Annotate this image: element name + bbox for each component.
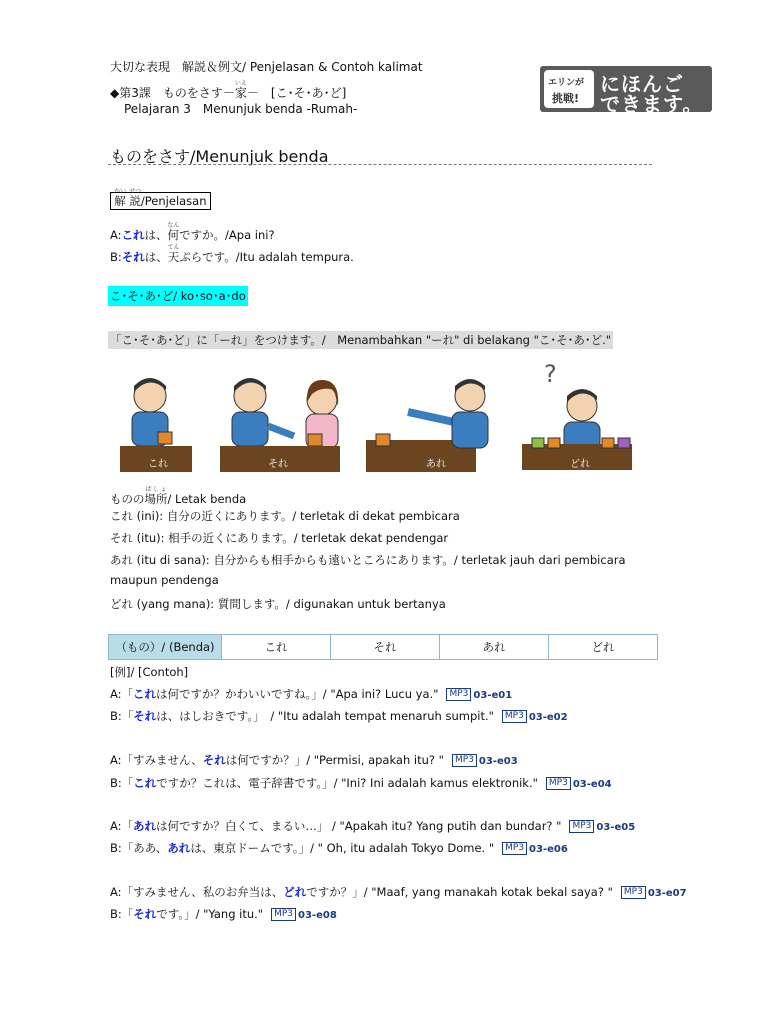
- mp3-button[interactable]: MP3: [621, 886, 646, 899]
- mp3-button[interactable]: MP3: [271, 908, 296, 921]
- location-sore: それ (itu): 相手の近くにあります。/ terletak dekat pendengar: [110, 531, 449, 545]
- table-cell-kore: これ: [222, 635, 331, 660]
- kosoado-highlight: こ･そ･あ･ど/ ko･so･a･do: [108, 288, 248, 304]
- example-2: B:「それは、はしおきです。」 / "Itu adalah tempat menaruh sumpit." MP3 03-e02: [110, 709, 568, 723]
- example-8: B:「それです。」/ "Yang itu." MP3 03-e08: [110, 907, 337, 921]
- kosoado-bracket: － [こ･そ･あ･ど]: [246, 86, 347, 100]
- example-6: B:「ああ、あれは、東京ドームです。」/ " Oh, itu adalah Tokyo Dome. " MP3 03-e06: [110, 841, 568, 855]
- table-cell-are: あれ: [440, 635, 549, 660]
- location-dore: どれ (yang mana): 質問します。/ digunakan untuk bertanya: [110, 597, 446, 611]
- logo-badge: [544, 70, 594, 108]
- kosoado-table: [108, 634, 658, 660]
- location-are-cont: maupun pendenga: [110, 573, 219, 587]
- scene-label-dore: どれ: [570, 459, 590, 470]
- mp3-button[interactable]: MP3: [546, 777, 571, 790]
- mp3-button[interactable]: MP3: [452, 754, 477, 767]
- badge-bottom-text: 挑戦!: [552, 92, 580, 105]
- table-cell-sore: それ: [331, 635, 440, 660]
- location-kore: これ (ini): 自分の近くにあります。/ terletak di dekat pembicara: [110, 509, 460, 523]
- location-are: あれ (itu di sana): 自分からも相手からも遠いところにあります。/ terletak jauh dari pembicara: [110, 553, 626, 567]
- contoh-label: [例]/ [Contoh]: [110, 665, 189, 679]
- example-b-line: B:それは、天てんぷらです。/Itu adalah tempura.: [110, 244, 354, 264]
- example-4: B:「これですか？これは、電子辞書です。」/ "Ini? Ini adalah kamus elektronik." MP3 03-e04: [110, 776, 612, 790]
- nihongo-dekimasu-logo: [540, 66, 712, 116]
- table-cell-benda: （もの）/ (Benda): [109, 635, 222, 660]
- example-a-line: A:これは、何なんですか。/Apa ini?: [110, 222, 275, 242]
- logo-line2: できます。: [600, 92, 704, 116]
- header-line2: [110, 80, 346, 101]
- location-heading: ものの場所ばしょ/ Letak benda: [110, 486, 247, 506]
- mp3-button[interactable]: MP3: [502, 710, 527, 723]
- lesson-label: ◆第3課 ものをさす－: [110, 86, 235, 100]
- scene-label-sore: それ: [268, 459, 288, 470]
- mp3-button[interactable]: MP3: [446, 688, 471, 701]
- badge-top-text: エリンが: [548, 78, 585, 88]
- table-row: [109, 635, 658, 660]
- scene-label-are: あれ: [426, 459, 446, 470]
- svg-text:?: ?: [544, 360, 557, 388]
- rule-line: 「こ･そ･あ･ど」に「ーれ」をつけます。/ Menambahkan "ーれ" di belakang "こ･そ･あ･ど.": [110, 333, 612, 347]
- scene-dore: [522, 360, 632, 470]
- mp3-button[interactable]: MP3: [502, 842, 527, 855]
- example-1: A:「これは何ですか？かわいいですね。」/ "Apa ini? Lucu ya." MP3 03-e01: [110, 687, 513, 701]
- kaisetsu-label: 解かい 説せつ/Penjelasan: [110, 188, 211, 209]
- logo-line1: にほんご: [600, 72, 684, 96]
- example-3: A:「すみません、それは何ですか？」/ "Permisi, apakah itu? " MP3 03-e03: [110, 753, 518, 767]
- dotted-divider: [108, 164, 652, 165]
- header-line1: 大切な表現 解説＆例文/ Penjelasan & Contoh kalimat: [110, 60, 423, 74]
- ruby-ie: 家いえ: [234, 80, 247, 100]
- scene-label-kore: これ: [148, 459, 168, 470]
- example-5: A:「あれは何ですか？白くて、まるい…」 / "Apakah itu? Yang putih dan bundar? " MP3 03-e05: [110, 819, 636, 833]
- table-cell-dore: どれ: [549, 635, 658, 660]
- header-line3: Pelajaran 3 Menunjuk benda -Rumah-: [124, 102, 358, 116]
- example-7: A:「すみません、私のお弁当は、どれですか？」/ "Maaf, yang manakah kotak bekal saya? " MP3 03-e07: [110, 885, 687, 899]
- mp3-button[interactable]: MP3: [569, 820, 594, 833]
- section-title: ものをさす/Menunjuk benda: [110, 147, 329, 166]
